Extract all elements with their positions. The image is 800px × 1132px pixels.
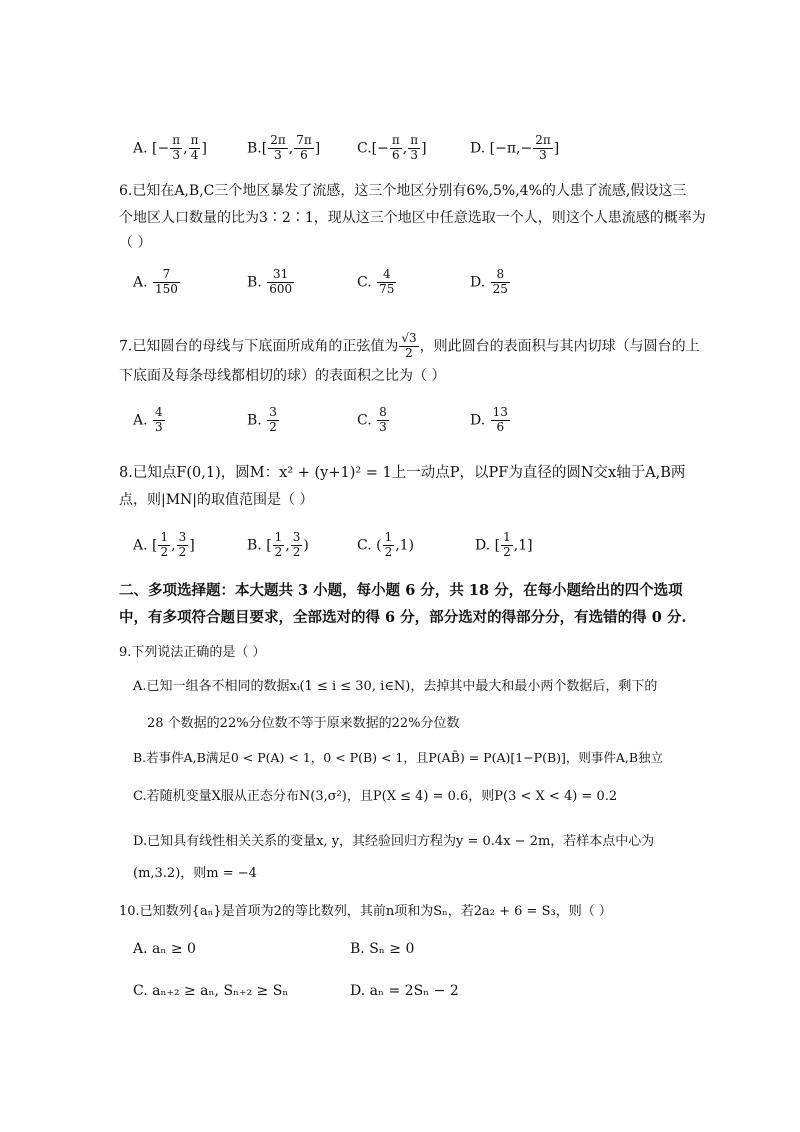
denominator: 6 [392,147,400,162]
fraction [399,332,418,361]
numerator: 8 [379,405,387,419]
comma: , [171,537,176,554]
denominator: 3 [155,419,163,434]
q9-stem: 9.下列说法正确的是（ ） [119,645,266,660]
section-2-line-2: 中，有多项符合题目要求，全部选对的得 6 分，部分选对的得部分分，有选错的得 0 分. [119,609,687,626]
denominator: 3 [172,147,180,162]
section-2-line-1: 二、多项选择题：本大题共 3 小题，每小题 6 分，共 18 分，在每小题给出的四个选项 [119,582,683,599]
fraction [189,134,201,163]
bracket: ] [189,537,195,554]
numerator: 1 [160,530,169,544]
option-label: C. [357,140,372,157]
fraction [377,268,396,297]
q10-option-b: B. Sₙ ≥ 0 [350,941,415,957]
numerator: π [190,133,199,147]
fraction [177,531,189,560]
q6-line-2: 个地区人口数量的比为3∶2∶1，现从这三个地区中任意选取一个人，则这个人患流感的概率为 [119,210,706,226]
numerator: 4 [155,405,163,419]
numerator: π [391,133,400,147]
denominator: 2 [384,544,393,559]
numerator: 4 [377,268,396,283]
option-label: D. [470,274,486,291]
option-label: B. [247,537,262,554]
bracket: ] [553,140,560,157]
option-label: A. [133,412,148,429]
bracket: [−π,− [489,140,533,157]
bracket: [ [494,537,501,554]
option-label: A. [133,140,148,157]
numerator: π [172,133,181,147]
q8-option-c [357,531,414,560]
option-label: D. [470,140,486,157]
denominator: 2 [269,419,277,434]
fraction [491,268,510,297]
denominator: 75 [379,281,395,296]
denominator: 150 [155,281,178,296]
denominator: 600 [269,281,293,296]
comma: , [285,537,290,554]
fraction [390,134,402,163]
q5-option-a [133,134,207,163]
numerator: 2π [535,133,551,147]
bracket: ( [376,537,382,554]
q5-option-c [357,134,427,163]
denominator: 6 [300,147,308,162]
q10-option-d: D. aₙ = 2Sₙ − 2 [350,983,459,999]
bracket: ] [201,140,207,157]
fraction [408,134,420,163]
denominator: 25 [492,281,508,296]
fraction [267,268,294,297]
option-label: D. [470,412,486,429]
denominator: 2 [274,544,283,559]
denominator: 2 [178,544,187,559]
q9-option-a-line-1: A.已知一组各不相同的数据xᵢ(1 ≤ i ≤ 30, i∈N)，去掉其中最大和最小两个数据后，剩下的 [133,679,658,694]
denominator: 2 [292,544,301,559]
q7-option-c [357,406,390,435]
fraction [533,134,553,163]
numerator: 1 [274,530,283,544]
bracket: ,1) [395,537,415,554]
numerator: 1 [503,530,511,544]
option-label: B. [247,412,262,429]
q10-stem: 10.已知数列{aₙ}是首项为2的等比数列，其前n项和为Sₙ，若2a₂ + 6 = S₃，则（ ） [119,904,612,919]
q7-line-2: 下底面及每条母线都相切的球）的表面积之比为（ ） [119,368,446,384]
numerator: π [410,133,419,147]
numerator: 7π [296,133,312,147]
denominator: 2 [160,544,169,559]
fraction [153,406,165,435]
denominator: 4 [190,147,199,162]
bracket: [ [261,140,268,157]
numerator: √3 [401,331,417,345]
denominator: 2 [503,544,511,559]
denominator: 2 [405,345,413,360]
q7-option-b [247,406,280,435]
option-label: B. [247,274,262,291]
q9-option-b: B.若事件A,B满足0 < P(A) < 1，0 < P(B) < 1，且P(AB̄) = P(A)[1−P(B)]，则事件A,B独立 [133,750,664,765]
q10-option-c: C. aₙ₊₂ ≥ aₙ, Sₙ₊₂ ≥ Sₙ [133,983,289,999]
numerator: 2π [270,133,286,147]
q9-option-d-line-1: D.已知具有线性相关关系的变量x, y，其经验回归方程为y = 0.4x − 2m，若样本点中心为 [133,834,655,849]
q9-option-a-line-2: 28 个数据的22%分位数不等于原来数据的22%分位数 [147,716,460,731]
numerator: 31 [267,268,294,283]
q6-option-a [133,268,181,297]
comma: , [402,140,408,157]
q7-text: ，则此圆台的表面积与其内切球（与圆台的上 [419,338,700,355]
bracket: ,1] [513,537,533,554]
fraction [501,531,513,560]
fraction [268,134,288,163]
fraction [170,134,182,163]
numerator: 3 [269,405,277,419]
numerator: 3 [292,530,301,544]
q7-text: 7.已知圆台的母线与下底面所成角的正弦值为 [119,338,399,355]
option-label: D. [475,537,491,554]
fraction [273,531,285,560]
q8-line-2: 点，则|MN|的取值范围是（ ） [119,492,314,508]
q5-option-d [470,134,559,163]
option-label: C. [357,537,372,554]
denominator: 3 [410,147,418,162]
numerator: 1 [384,530,393,544]
q8-option-b [247,531,309,560]
q8-option-a [133,531,195,560]
bracket: ] [314,140,321,157]
option-label: A. [133,537,148,554]
fraction [153,268,180,297]
numerator: 13 [492,405,508,419]
numerator: 3 [178,530,187,544]
q8-line-1: 8.已知点F(0,1)，圆M：x² + (y+1)² = 1上一动点P，以PF为直径的圆N交x轴于A,B两 [119,465,686,481]
q7-line-1 [119,332,700,361]
denominator: 3 [379,419,387,434]
q6-option-c [357,268,397,297]
q10-option-a: A. aₙ ≥ 0 [133,941,196,957]
q7-option-d [470,406,511,435]
fraction [291,531,303,560]
bracket: ] [421,140,427,157]
q9-option-c: C.若随机变量X服从正态分布N(3,σ²)，且P(X ≤ 4) = 0.6，则P(3 < X < 4) = 0.2 [133,789,618,804]
numerator: 8 [491,268,510,283]
fraction [158,531,170,560]
option-label: C. [357,412,372,429]
fraction [294,134,314,163]
fraction [377,406,389,435]
bracket: [− [152,140,170,157]
denominator: 3 [274,147,282,162]
comma: , [183,140,188,157]
q5-option-b [247,134,320,163]
denominator: 6 [496,419,505,434]
option-label: C. [357,274,372,291]
bracket: ) [303,537,309,554]
bracket: [ [266,537,272,554]
denominator: 3 [539,147,547,162]
option-label: A. [133,274,148,291]
bracket: [ [152,537,158,554]
q6-line-3: （ ） [119,235,152,251]
fraction [491,406,510,435]
fraction [267,406,279,435]
comma: , [288,140,294,157]
q7-option-a [133,406,166,435]
bracket: [− [371,140,389,157]
fraction [383,531,395,560]
q9-option-d-line-2: (m,3.2)，则m = −4 [133,866,257,881]
q8-option-d [475,531,533,560]
option-label: B. [247,140,262,157]
q6-line-1: 6.已知在A,B,C三个地区暴发了流感，这三个地区分别有6%,5%,4%的人患了流感,假设这三 [119,183,687,199]
q6-option-d [470,268,511,297]
numerator: 7 [153,268,180,283]
q6-option-b [247,268,295,297]
